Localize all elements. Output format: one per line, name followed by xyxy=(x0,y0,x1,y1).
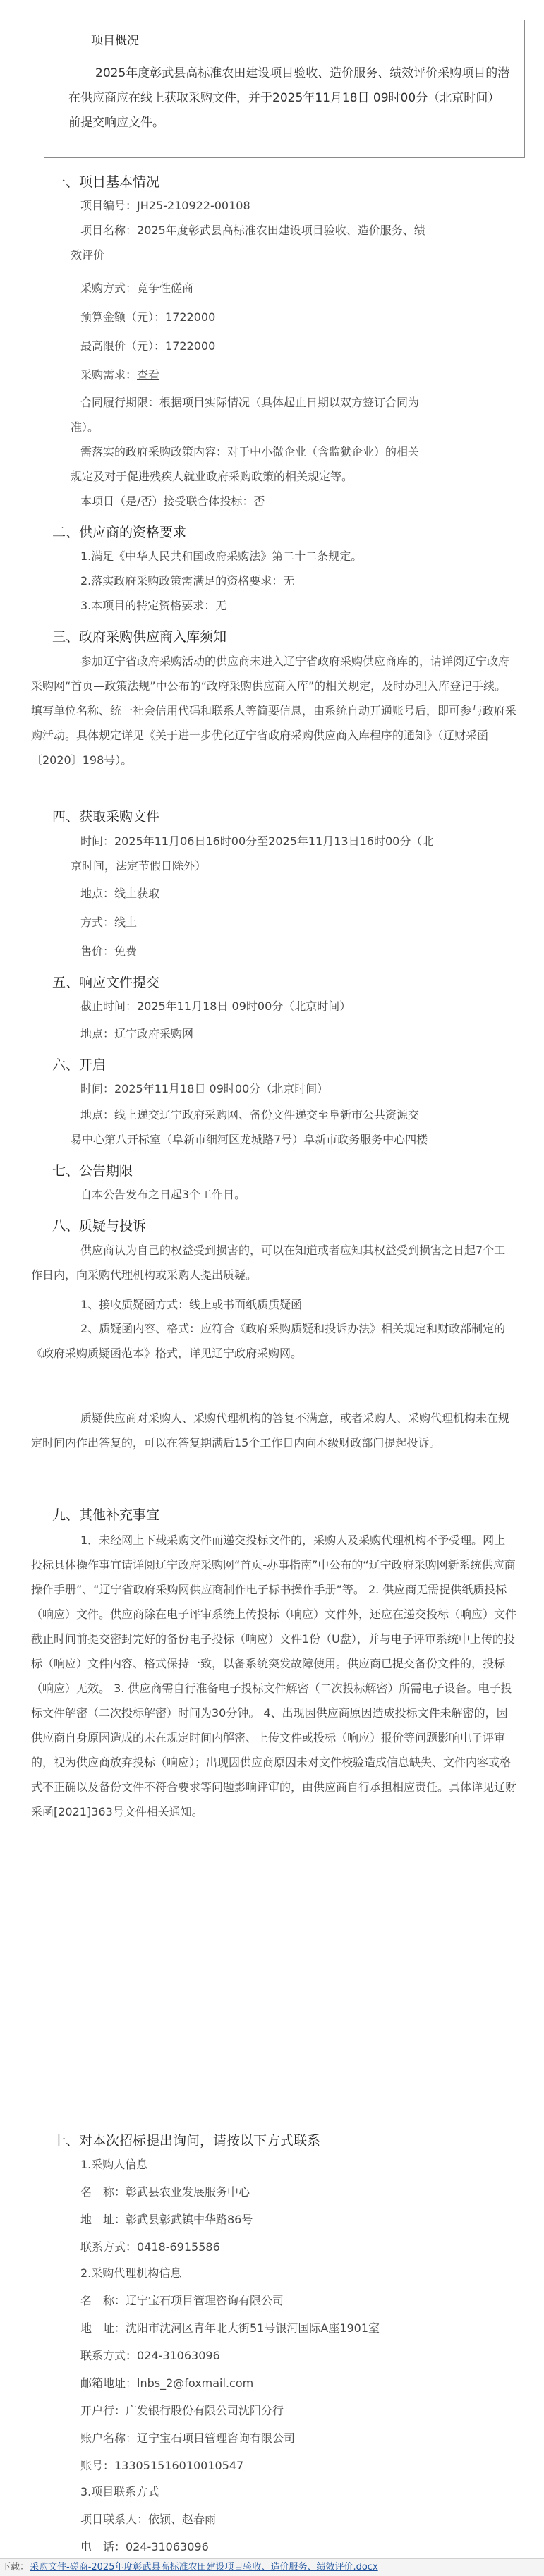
submission-place: 地点：辽宁政府采购网 xyxy=(80,1027,194,1040)
obtain-price: 售价：免费 xyxy=(80,944,138,958)
section-other-matters-heading: 九、其他补充事宜 xyxy=(52,1507,160,1523)
complaint-intro: 供应商认为自己的权益受到损害的，可以在知道或者应知其权益受到损害之日起7个工作日内，向采购代理机构或采购人提出质疑。 xyxy=(31,1244,506,1282)
agent-info-title: 2.采购代理机构信息 xyxy=(80,2266,182,2280)
section-complaint-heading: 八、质疑与投诉 xyxy=(52,1218,147,1234)
obtain-place: 地点：线上获取 xyxy=(80,887,160,900)
obtain-time: 时间：2025年11月06日16时00分至2025年11月13日16时00分（北 xyxy=(80,834,434,848)
section-qualification-heading: 二、供应商的资格要求 xyxy=(52,525,187,540)
agent-phone: 联系方式：024-31063096 xyxy=(80,2349,220,2362)
bank-name: 开户行：广发银行股份有限公司沈阳分行 xyxy=(80,2404,284,2417)
section-notice-period-heading: 七、公告期限 xyxy=(52,1163,133,1179)
project-number-line: 项目编号：JH25-210922-00108 xyxy=(80,199,250,212)
buyer-phone: 联系方式：0418-6915586 xyxy=(80,2240,220,2254)
procurement-method: 竞争性磋商 xyxy=(137,281,194,295)
complaint-point-1: 1、接收质疑函方式：线上或书面纸质质疑函 xyxy=(80,1298,303,1311)
obtain-way: 方式：线上 xyxy=(80,916,138,929)
project-contact-phone: 电 话：024-31063096 xyxy=(80,2540,209,2553)
policy-cont: 规定及对于促进残疾人就业政府采购政策的相关规定等。 xyxy=(71,470,353,483)
procurement-method-line: 采购方式：竞争性磋商 xyxy=(80,281,194,295)
buyer-info-title: 1.采购人信息 xyxy=(80,2158,148,2171)
section-submission-heading: 五、响应文件提交 xyxy=(52,975,160,990)
notice-period-text: 自本公告发布之日起3个工作日。 xyxy=(80,1188,246,1201)
project-name: 2025年度彰武县高标准农田建设项目验收、造价服务、绩 xyxy=(137,224,425,237)
qualification-2: 2.落实政府采购政策需满足的资格要求：无 xyxy=(80,574,295,588)
agent-name: 名 称：辽宁宝石项目管理咨询有限公司 xyxy=(80,2294,284,2307)
account-number: 账号：133051516010010547 xyxy=(80,2459,244,2472)
section-contact-heading: 十、对本次招标提出询问，请按以下方式联系 xyxy=(52,2133,321,2149)
max-price: 1722000 xyxy=(165,339,216,353)
project-contact-person: 项目联系人：依颖、赵春雨 xyxy=(80,2513,217,2526)
account-name: 账户名称：辽宁宝石项目管理咨询有限公司 xyxy=(80,2431,296,2445)
section-basic-info-heading: 一、项目基本情况 xyxy=(52,174,160,190)
view-requirement-link[interactable]: 查看 xyxy=(137,368,160,382)
opening-place-cont: 易中心第八开标室（阜新市细河区龙城路7号）阜新市政务服务中心四楼 xyxy=(71,1133,428,1146)
agent-email: 邮箱地址：lnbs_2@foxmail.com xyxy=(80,2376,254,2390)
max-price-line: 最高限价（元）：1722000 xyxy=(80,339,216,353)
contract-term-line: 合同履行期限：根据项目实际情况（具体起止日期以双方签订合同为 xyxy=(80,396,420,409)
download-bar xyxy=(0,2558,544,2576)
opening-time: 时间：2025年11月18日 09时00分（北京时间） xyxy=(80,1082,329,1095)
project-overview-box xyxy=(44,20,525,158)
project-contact-title: 3.项目联系方式 xyxy=(80,2485,159,2498)
requirement-line: 采购需求：查看 xyxy=(80,368,160,382)
buyer-address: 地 址：彰武县彰武镇中华路86号 xyxy=(80,2213,253,2226)
obtain-time-cont: 京时间，法定节假日除外） xyxy=(71,859,207,873)
budget-amount-line: 预算金额（元）：1722000 xyxy=(80,310,216,324)
section-supplier-library-heading: 三、政府采购供应商入库须知 xyxy=(52,629,227,645)
project-name-cont: 效评价 xyxy=(71,248,105,262)
complaint-point-3: 质疑供应商对采购人、采购代理机构的答复不满意，或者采购人、采购代理机构未在规定时间内作出答复的，可以在答复期满后15个工作日内向本级财政部门提起投诉。 xyxy=(31,1411,510,1450)
project-number: JH25-210922-00108 xyxy=(137,199,250,212)
policy-line: 需落实的政府采购政策内容：对于中小微企业（含监狱企业）的相关 xyxy=(80,445,420,458)
contract-term-cont: 准）。 xyxy=(71,420,99,434)
other-matters-text: 1．未经网上下载采购文件而递交投标文件的，采购人及采购代理机构不予受理。网上投标具体操作事宜请详阅辽宁政府采购网“首页-办事指南”中公布的“辽宁政府采购网新系统供应商操作手册”、“辽宁省政府采购网供应商制作电子标书操作手册”等。 2. 供应商无需提供纸质投标（响应）文件。供应商除在电子评审系统上传投标（响应）文件外，还应在递交投标（响应）文件截止时间前提交密封完好的备份电子投标（响应）文件1份（U盘），并与电子评审系统中上传的投标（响应）文件内容、格式保持一致，以备系统突发故障使用。供应商已提交备份文件的，投标（响应）无效。 3. 供应商需自行准备电子投标文件解密（二次投标解密）所需电子设备。电子投标文件解密（二次投标解密）时间为30分钟。 4、出现因供应商原因造成投标文件未解密的，因供应商自身原因造成的未在规定时间内解密、上传文件或投标（响应）报价等问题影响电子评审的，视为供应商放弃投标（响应）；出现因供应商原因未对文件校验造成信息缺失、文件内容或格式不正确以及备份文件不符合要求等问题影响评审的，由供应商自行承担相应责任。具体详见辽财采函[2021]363号文件相关通知。 xyxy=(31,1533,517,1818)
union-bid-line: 本项目（是/否）接受联合体投标：否 xyxy=(80,494,265,508)
overview-text: 2025年度彰武县高标准农田建设项目验收、造价服务、绩效评价采购项目的潜在供应商应在线上获取采购文件，并于2025年11月18日 09时00分（北京时间）前提交响应文件。 xyxy=(68,66,510,130)
section-opening-heading: 六、开启 xyxy=(52,1057,107,1073)
agent-address: 地 址：沈阳市沈河区青年北大街51号银河国际A座1901室 xyxy=(80,2321,380,2335)
budget-amount: 1722000 xyxy=(165,310,216,324)
submission-deadline: 截止时间：2025年11月18日 09时00分（北京时间） xyxy=(80,1000,351,1013)
download-file-link[interactable]: 采购文件-磋商-2025年度彰武县高标准农田建设项目验收、造价服务、绩效评价.docx xyxy=(30,2562,378,2572)
opening-place: 地点：线上递交辽宁政府采购网、备份文件递交至阜新市公共资源交 xyxy=(80,1108,420,1122)
qualification-1: 1.满足《中华人民共和国政府采购法》第二十二条规定。 xyxy=(80,549,363,563)
overview-title: 项目概况 xyxy=(91,34,139,48)
buyer-name: 名 称：彰武县农业发展服务中心 xyxy=(80,2185,250,2199)
supplier-library-text: 参加辽宁省政府采购活动的供应商未进入辽宁省政府采购供应商库的，请详阅辽宁政府采购网“首页—政策法规”中公布的“政府采购供应商入库”的相关规定，及时办理入库登记手续。填写单位名称、统一社会信用代码和联系人等简要信息，由系统自动开通账号后，即可参与政府采购活动。具体规定详见《关于进一步优化辽宁省政府采购供应商入库程序的通知》（辽财采函〔2020〕198号）。 xyxy=(31,655,517,767)
section-obtain-docs-heading: 四、获取采购文件 xyxy=(52,809,160,825)
download-label: 下载： xyxy=(1,2562,30,2572)
qualification-3: 3.本项目的特定资格要求：无 xyxy=(80,599,227,612)
project-name-line: 项目名称：2025年度彰武县高标准农田建设项目验收、造价服务、绩 xyxy=(80,224,425,237)
complaint-point-2: 2、质疑函内容、格式：应符合《政府采购质疑和投诉办法》相关规定和财政部制定的《政府采购质疑函范本》格式，详见辽宁政府采购网。 xyxy=(31,1322,506,1360)
